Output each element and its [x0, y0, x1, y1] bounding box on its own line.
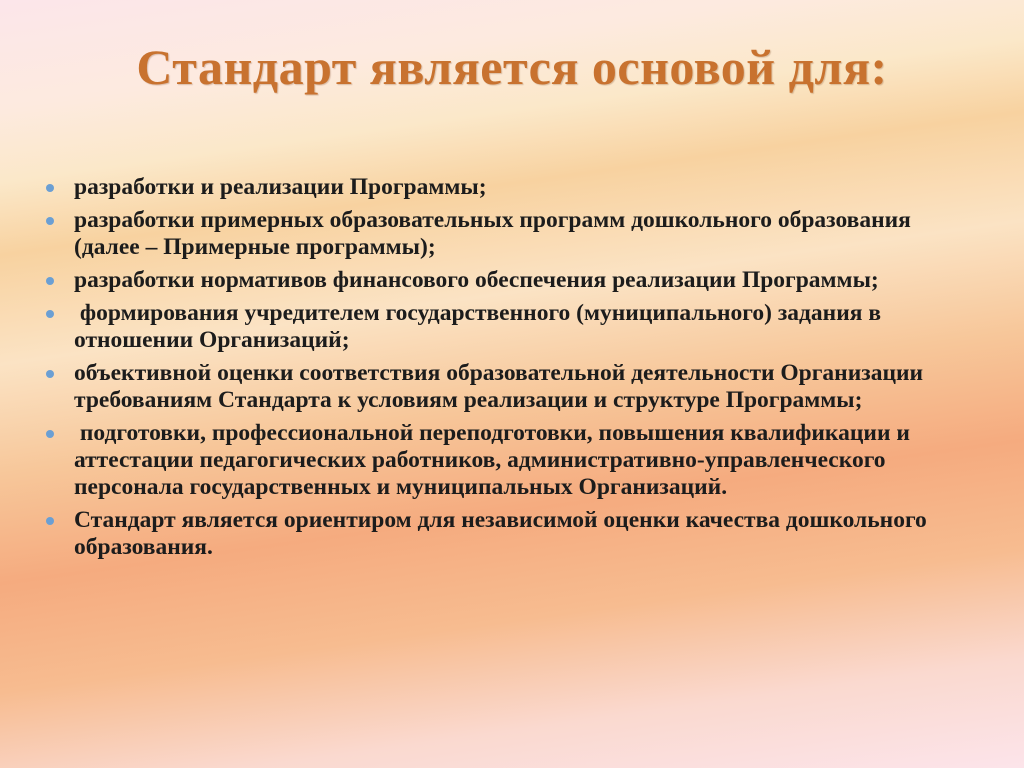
list-item	[42, 420, 982, 501]
bullet-marker-icon	[46, 184, 54, 192]
list-item-text: подготовки, профессиональной переподготовки, повышения квалификации и аттестации педагогических работников, административно-управленческого персонала государственных и муниципальных Организаций.	[74, 420, 916, 500]
list-item-text: разработки примерных образовательных программ дошкольного образования (далее – Примерные программы);	[74, 207, 917, 260]
list-item-text: разработки нормативов финансового обеспечения реализации Программы;	[74, 267, 879, 293]
bullet-marker-icon	[46, 430, 54, 438]
list-item-text: разработки и реализации Программы;	[74, 174, 487, 200]
list-item	[42, 207, 982, 261]
bullet-marker-icon	[46, 517, 54, 525]
list-item	[42, 174, 982, 201]
bullet-marker-icon	[46, 277, 54, 285]
list-item	[42, 507, 982, 561]
list-item-text: объективной оценки соответствия образовательной деятельности Организации требованиям Стандарта к условиям реализации и структуре Программы;	[74, 360, 929, 413]
list-item	[42, 360, 982, 414]
slide-title: Стандарт является основой для:	[136, 39, 888, 95]
bullet-marker-icon	[46, 370, 54, 378]
list-item-text: формирования учредителем государственного (муниципального) задания в отношении Организаций;	[74, 300, 887, 353]
list-item-text: Стандарт является ориентиром для независимой оценки качества дошкольного образования.	[74, 507, 933, 560]
bullet-marker-icon	[46, 217, 54, 225]
list-item	[42, 300, 982, 354]
bullet-list	[42, 174, 982, 567]
list-item	[42, 267, 982, 294]
bullet-marker-icon	[46, 310, 54, 318]
